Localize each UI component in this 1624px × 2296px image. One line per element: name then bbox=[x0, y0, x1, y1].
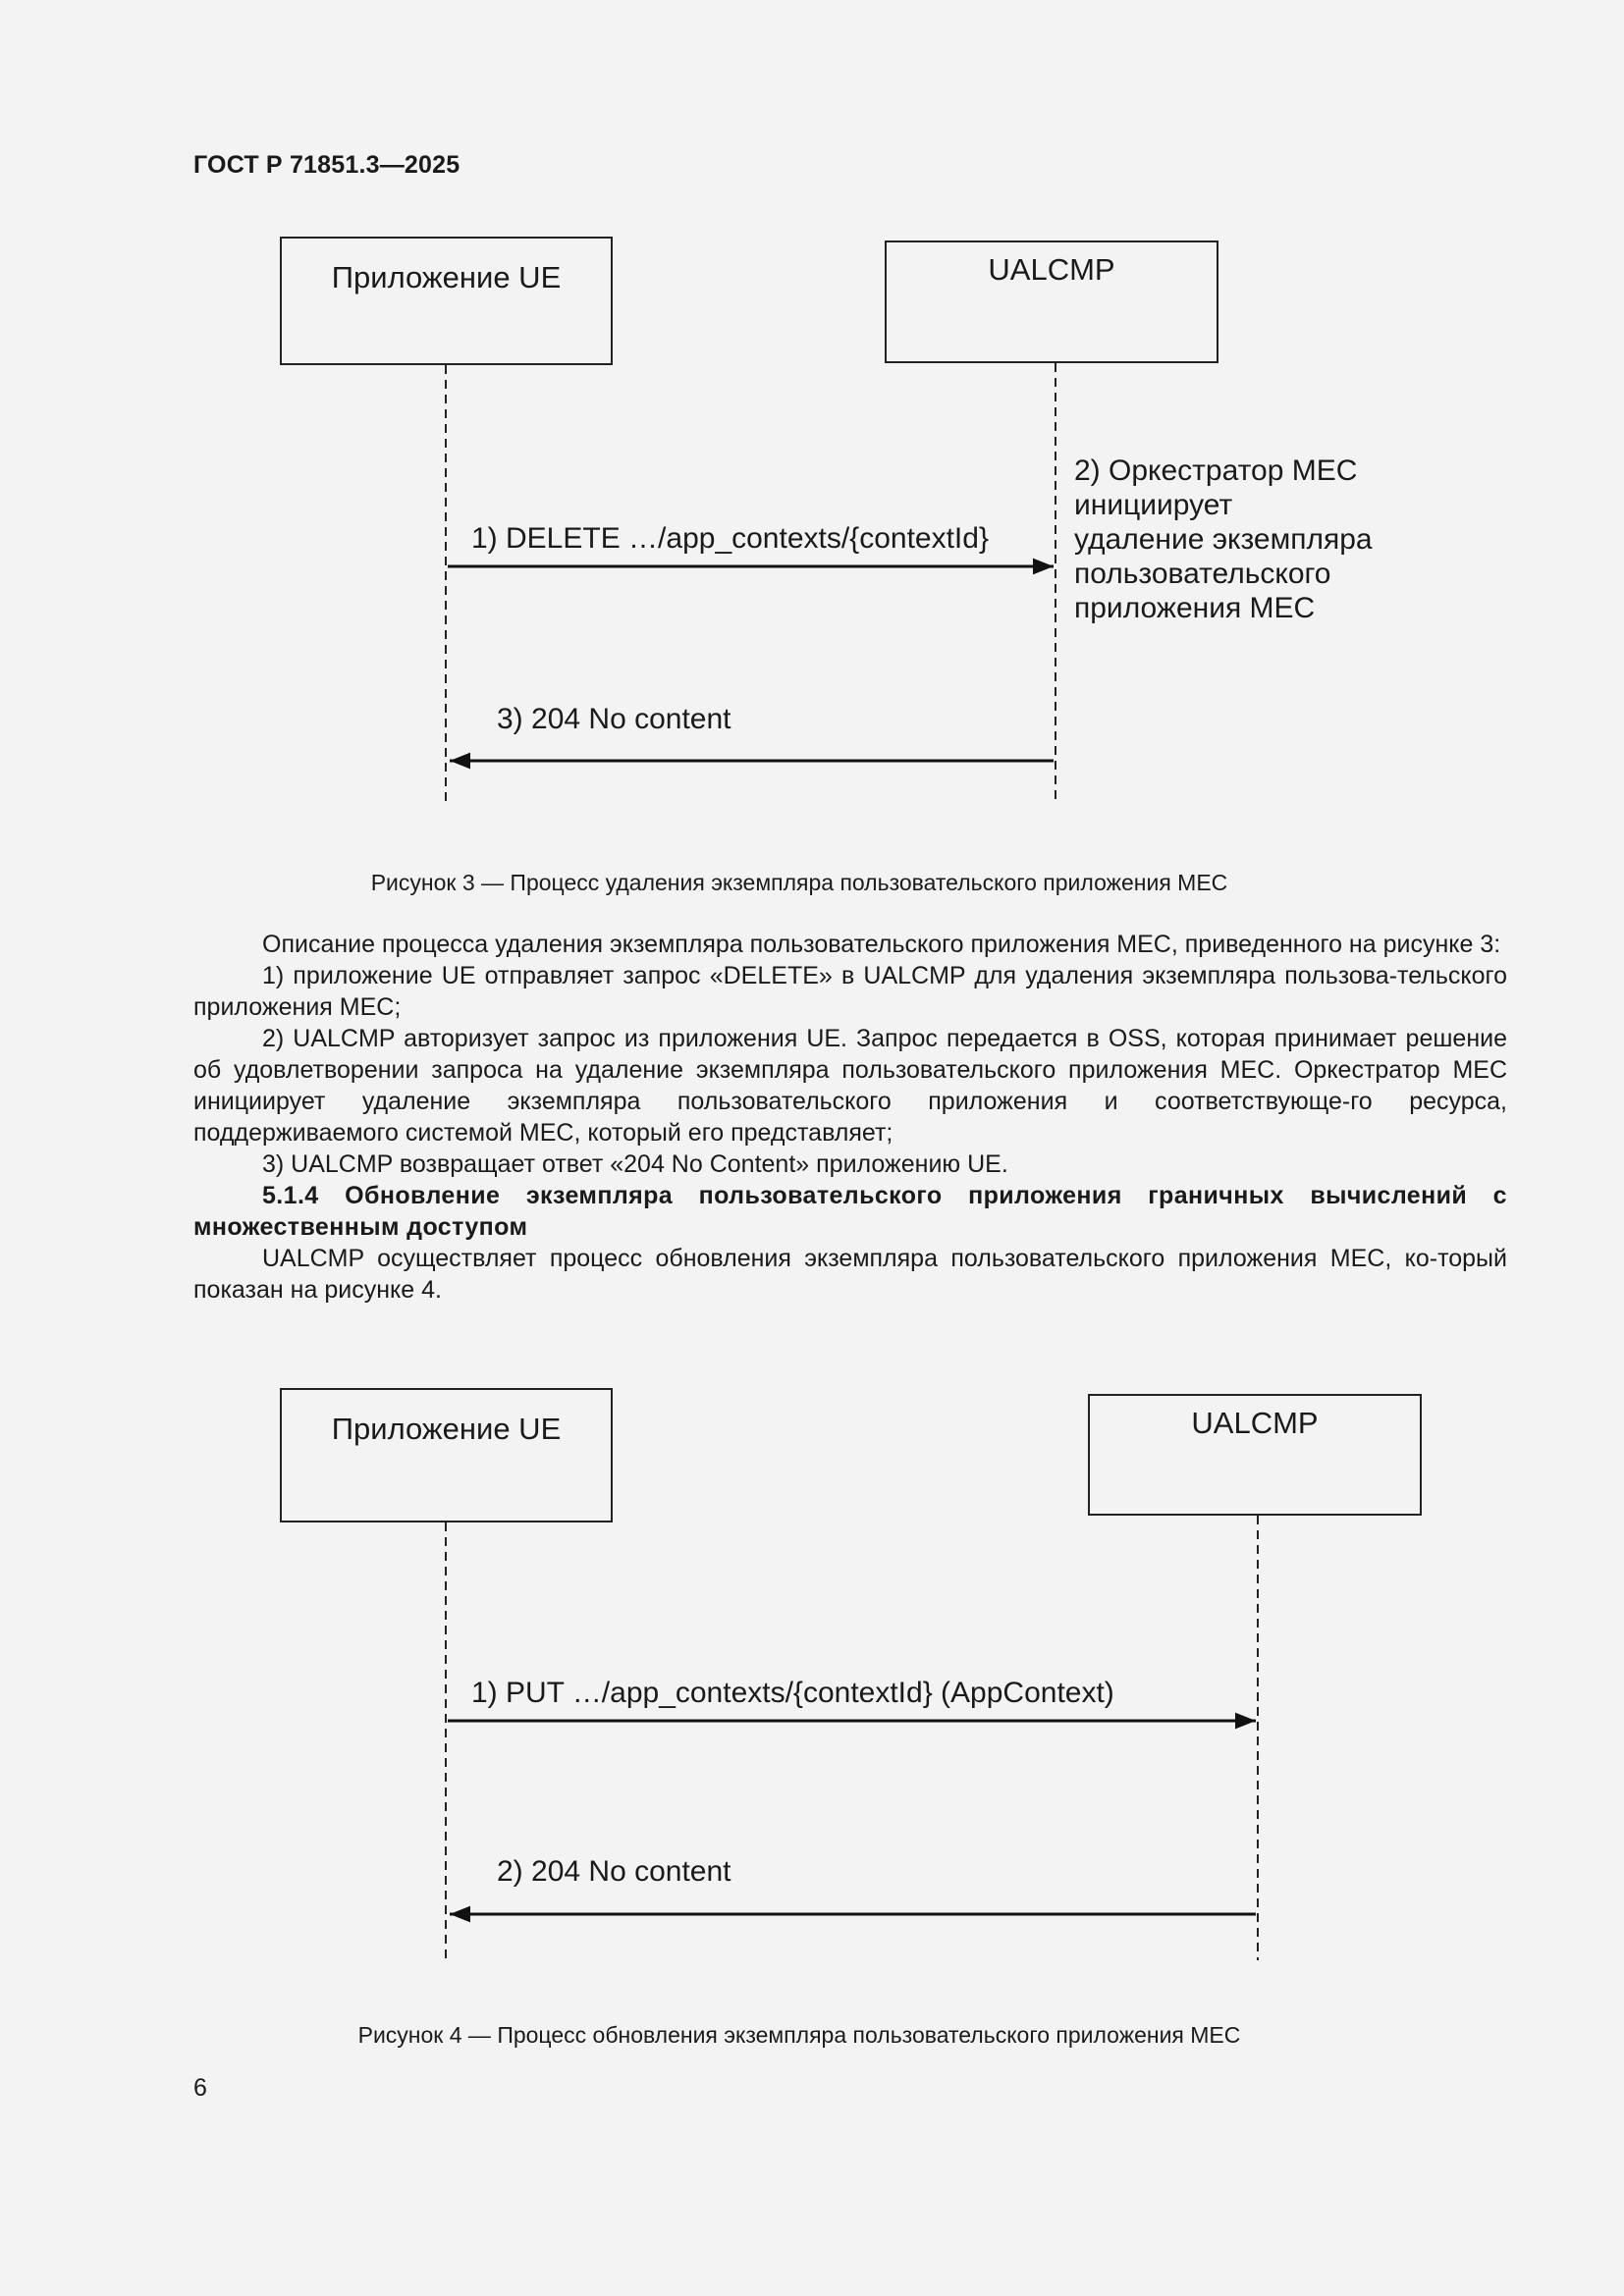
box-ualcmp-label: UALCMP bbox=[988, 252, 1115, 287]
figure-3-lines bbox=[0, 0, 1624, 815]
note-line: пользовательского bbox=[1074, 558, 1331, 590]
figure-3-caption: Рисунок 3 — Процесс удаления экземпляра пользовательского приложения MEC bbox=[370, 870, 1228, 895]
list-item: 3) UALCMP возвращает ответ «204 No Content» приложению UE. bbox=[262, 1150, 1008, 1178]
box-ualcmp bbox=[1088, 1394, 1422, 1516]
box-ue-app bbox=[280, 237, 613, 365]
note-line: удаление экземпляра bbox=[1074, 523, 1373, 556]
note-line: инициирует bbox=[1074, 489, 1233, 521]
figure-4-caption: Рисунок 4 — Процесс обновления экземпляра пользовательского приложения MEC bbox=[357, 2022, 1241, 2048]
message-step-2: 2) 204 No content bbox=[497, 1855, 731, 1888]
list-item: 2) UALCMP авторизует запрос из приложения UE. Запрос передается в OSS, которая принимает решение об удовлетворении запроса на удаление экземпляра пользовательского приложения MEC. Оркестратор MEC инициирует удаление экземпляра пользовательского приложения и соответствующе-го ресурса, поддерживаемого системой MEC, который его представляет; bbox=[193, 1025, 1507, 1147]
box-ualcmp-label: UALCMP bbox=[1191, 1406, 1319, 1440]
list-item: 1) приложение UE отправляет запрос «DELETE» в UALCMP для удаления экземпляра пользова-тельского приложения MEC; bbox=[193, 962, 1507, 1021]
paragraph: UALCMP осуществляет процесс обновления экземпляра пользовательского приложения MEC, ко-торый показан на рисунке 4. bbox=[193, 1245, 1507, 1304]
box-ue-app bbox=[280, 1388, 613, 1522]
message-step-3: 3) 204 No content bbox=[497, 703, 731, 735]
paragraph: Описание процесса удаления экземпляра пользовательского приложения MEC, приведенного на рисунке 3: bbox=[262, 931, 1501, 958]
figure-3-diagram bbox=[0, 0, 1624, 815]
figure-4-diagram bbox=[0, 1374, 1624, 1973]
note-line: 2) Оркестратор MEC bbox=[1074, 454, 1358, 487]
note-step-2 bbox=[1074, 454, 1373, 625]
body-text bbox=[193, 929, 1507, 1306]
note-line: приложения MEC bbox=[1074, 592, 1316, 624]
box-ue-app-label: Приложение UE bbox=[331, 260, 562, 294]
message-step-1: 1) PUT …/app_contexts/{contextId} (AppContext) bbox=[471, 1677, 1114, 1709]
page-number: 6 bbox=[193, 2074, 207, 2102]
message-step-1: 1) DELETE …/app_contexts/{contextId} bbox=[471, 522, 989, 555]
document-header: ГОСТ Р 71851.3—2025 bbox=[193, 151, 460, 179]
section-heading: 5.1.4 Обновление экземпляра пользовательского приложения граничных вычислений с множественным доступом bbox=[193, 1182, 1507, 1241]
box-ue-app-label: Приложение UE bbox=[331, 1412, 562, 1446]
box-ualcmp bbox=[885, 240, 1218, 363]
